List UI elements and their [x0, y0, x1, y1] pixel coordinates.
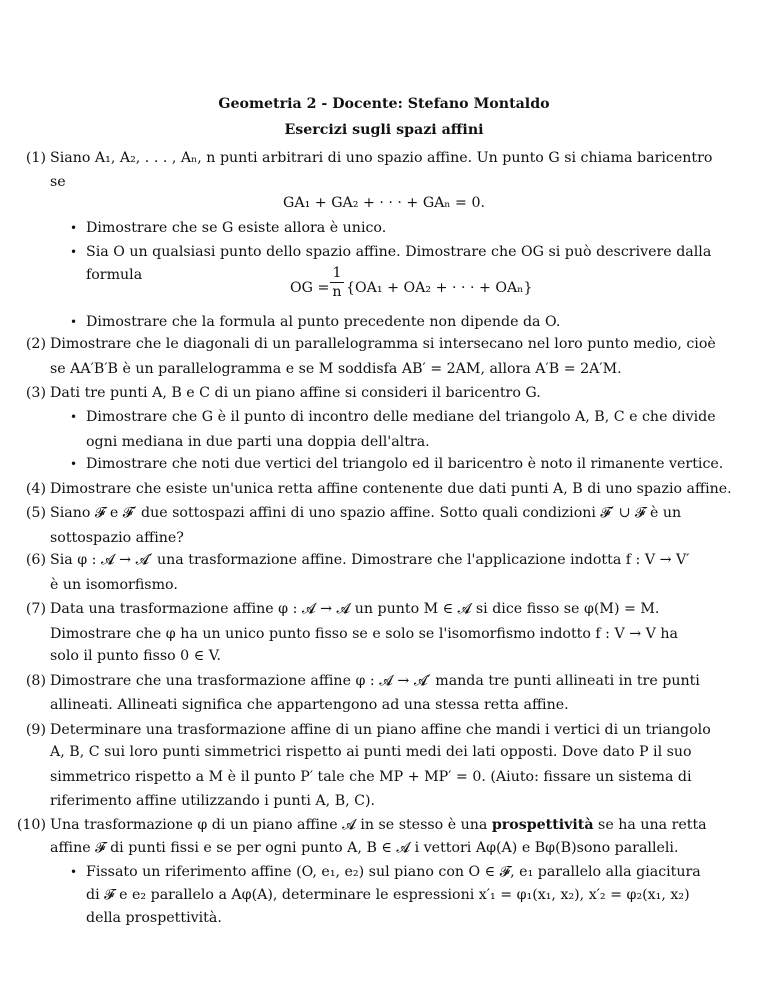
- exercise-number: (8): [25, 672, 46, 689]
- bullet-text: Dimostrare che G è il punto di incontro delle mediane del triangolo A, B, C e che divide: [86, 409, 716, 426]
- exercise-text: è un isomorfismo.: [50, 576, 178, 593]
- fraction-bar: [330, 282, 344, 283]
- equation: GA₁ + GA₂ + · · · + GAₙ = 0.: [283, 195, 485, 212]
- exercise-text: Data una trasformazione affine φ : 𝓐 → 𝓐 un punto M ∈ 𝓐 si dice fisso se φ(M) = M.: [50, 601, 660, 618]
- bullet-icon: •: [70, 245, 78, 259]
- exercise-number: (7): [25, 601, 46, 618]
- exercise-number: (1): [25, 150, 46, 166]
- exercise-text: Dimostrare che una trasformazione affine φ : 𝓐 → 𝓐′ manda tre punti allineati in tre punti: [50, 672, 700, 689]
- exercise-text: Siano A₁, A₂, . . . , Aₙ, n punti arbitrari di uno spazio affine. Un punto G si chiama baricentro: [50, 150, 713, 166]
- fraction: [330, 265, 344, 300]
- exercise-text: se AA′B′B è un parallelogramma e se M soddisfa AB′ = 2AM, allora A′B = 2A′M.: [50, 360, 622, 377]
- exercise-text: Dimostrare che φ ha un unico punto fisso se e solo se l'isomorfismo indotto f : V → V ha: [50, 625, 678, 642]
- bullet-icon: •: [70, 457, 78, 472]
- equation-right: {OA₁ + OA₂ + · · · + OAₙ}: [346, 279, 533, 296]
- bullet-icon: •: [70, 410, 78, 425]
- exercise-text: riferimento affine utilizzando i punti A, B, C).: [50, 792, 376, 809]
- exercise-number: (5): [25, 505, 46, 522]
- document-title: Geometria 2 - Docente: Stefano Montaldo: [218, 96, 550, 112]
- bullet-text: Dimostrare che la formula al punto precedente non dipende da O.: [86, 313, 561, 330]
- bold-term: prospettività: [491, 817, 594, 834]
- document-subtitle: Esercizi sugli spazi affini: [284, 122, 484, 138]
- exercise-text: Dimostrare che le diagonali di un parallelogramma si intersecano nel loro punto medio, cioè: [50, 336, 716, 353]
- bullet-text: formula: [86, 266, 143, 283]
- bullet-text: Dimostrare che se G esiste allora è unico.: [86, 219, 387, 236]
- bullet-icon: •: [70, 314, 78, 329]
- exercise-text: affine 𝓕 di punti fissi e se per ogni punto A, B ∈ 𝓐 i vettori Aφ(A) e Bφ(B)sono paralleli.: [50, 839, 679, 856]
- exercise-text: solo il punto fisso 0 ∈ V.: [50, 648, 222, 665]
- equation-left: OG =: [290, 279, 330, 296]
- exercise-text: Sia φ : 𝓐 → 𝓐′ una trasformazione affine. Dimostrare che l'applicazione indotta f : V → V′: [50, 552, 690, 569]
- exercise-text: allineati. Allineati significa che appartengono ad una stessa retta affine.: [50, 697, 569, 714]
- exercise-text-end: se ha una retta: [598, 817, 707, 834]
- exercise-number: (10): [16, 817, 46, 834]
- exercise-text: [50, 815, 707, 835]
- exercise-text: A, B, C sui loro punti simmetrici rispetto ai punti medi dei lati opposti. Dove dato P il suo: [50, 744, 692, 761]
- exercise-number: (6): [25, 552, 46, 569]
- exercise-text: Determinare una trasformazione affine di un piano affine che mandi i vertici di un triangolo: [50, 721, 711, 738]
- bullet-text: della prospettività.: [86, 909, 222, 926]
- exercise-number: (2): [25, 336, 46, 353]
- bullet-text: Fissato un riferimento affine (O, e₁, e₂) sul piano con O ∈ 𝓕, e₁ parallelo alla giacitura: [86, 864, 701, 881]
- exercise-number: (3): [25, 385, 46, 401]
- exercise-number: (4): [25, 480, 46, 497]
- exercise-text-start: Una trasformazione φ di un piano affine 𝓐 in se stesso è una: [50, 817, 488, 834]
- exercise-text: simmetrico rispetto a M è il punto P′ tale che MP + MP′ = 0. (Aiuto: fissare un sistema di: [50, 768, 692, 785]
- bullet-text: Sia O un qualsiasi punto dello spazio affine. Dimostrare che OG si può descrivere dalla: [86, 244, 712, 260]
- bullet-icon: •: [70, 865, 78, 880]
- exercise-text: Dimostrare che esiste un'unica retta affine contenente due dati punti A, B di uno spazio affine.: [50, 480, 732, 497]
- fraction-denominator: n: [332, 283, 342, 300]
- exercise-text: se: [50, 174, 66, 191]
- exercise-number: (9): [25, 721, 46, 738]
- exercise-text: Dati tre punti A, B e C di un piano affine si consideri il baricentro G.: [50, 385, 541, 401]
- exercise-text: sottospazio affine?: [50, 529, 184, 546]
- bullet-text: Dimostrare che noti due vertici del triangolo ed il baricentro è noto il rimanente vertice.: [86, 456, 724, 473]
- bullet-icon: •: [70, 220, 78, 235]
- fraction-numerator: 1: [332, 264, 342, 281]
- bullet-text: ogni mediana in due parti una doppia dell'altra.: [86, 433, 430, 450]
- bullet-text: di 𝓕 e e₂ parallelo a Aφ(A), determinare le espressioni x′₁ = φ₁(x₁, x₂), x′₂ = φ₂(x₁, x₂): [86, 886, 690, 903]
- exercise-text: Siano 𝓕 e 𝓕′ due sottospazi affini di uno spazio affine. Sotto quali condizioni 𝓕′ ∪ 𝓕 è un: [50, 505, 682, 522]
